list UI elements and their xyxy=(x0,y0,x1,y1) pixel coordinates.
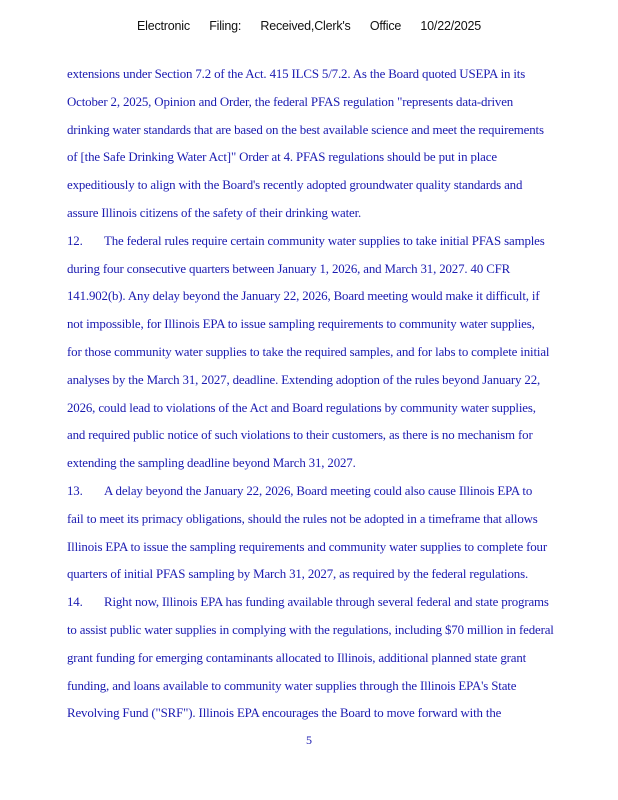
text-line xyxy=(67,175,599,203)
text-line xyxy=(67,453,599,481)
line-text: not impossible, for Illinois EPA to issue sampling requirements to community water supplies, xyxy=(67,317,535,332)
header-office: Office xyxy=(369,19,402,33)
text-line xyxy=(67,203,599,231)
text-line xyxy=(67,676,599,704)
line-text: and required public notice of such violations to their customers, as there is no mechanism for xyxy=(67,428,533,443)
page-number: 5 xyxy=(306,733,312,747)
line-text: during four consecutive quarters between January 1, 2026, and March 31, 2027. 40 CFR xyxy=(67,261,511,276)
paragraph-first-line xyxy=(67,481,599,509)
text-line xyxy=(67,620,599,648)
line-text: funding, and loans available to community water supplies through the Illinois EPA's State xyxy=(67,678,517,693)
header-date: 10/22/2025 xyxy=(420,19,481,33)
header-filing: Filing: xyxy=(209,19,242,33)
line-text: analyses by the March 31, 2027, deadline. Extending adoption of the rules beyond January 22, xyxy=(67,372,541,387)
line-text: of [the Safe Drinking Water Act]" Order at 4. PFAS regulations should be put in place xyxy=(67,150,497,165)
text-line xyxy=(67,147,599,175)
line-text: assure Illinois citizens of the safety of their drinking water. xyxy=(67,205,362,220)
line-text: quarters of initial PFAS sampling by March 31, 2027, as required by the federal regulations. xyxy=(67,567,529,582)
text-line xyxy=(67,509,599,537)
text-line xyxy=(67,92,599,120)
line-text: October 2, 2025, Opinion and Order, the federal PFAS regulation "represents data-driven xyxy=(67,94,514,109)
paragraph-first-line xyxy=(67,592,599,620)
line-text: Revolving Fund ("SRF"). Illinois EPA encourages the Board to move forward with the xyxy=(67,706,502,721)
text-line xyxy=(67,564,599,592)
line-text: grant funding for emerging contaminants allocated to Illinois, additional planned state grant xyxy=(67,650,527,665)
text-line xyxy=(67,120,599,148)
text-line xyxy=(67,398,599,426)
text-line xyxy=(67,259,599,287)
line-text: fail to meet its primacy obligations, should the rules not be adopted in a timeframe that allows xyxy=(67,511,538,526)
document-body xyxy=(67,64,599,731)
text-line xyxy=(67,648,599,676)
line-text: 2026, could lead to violations of the Act and Board regulations by community water supplies, xyxy=(67,400,536,415)
line-text: for those community water supplies to take the required samples, and for labs to complete initial xyxy=(67,344,550,359)
text-line xyxy=(67,537,599,565)
line-text: 141.902(b). Any delay beyond the January 22, 2026, Board meeting would make it difficult, if xyxy=(67,289,540,304)
paragraph-number: 13. xyxy=(67,483,83,498)
text-line xyxy=(67,314,599,342)
text-line xyxy=(67,370,599,398)
text-line xyxy=(67,703,599,731)
text-line xyxy=(67,342,599,370)
paragraph-number: 14. xyxy=(67,595,83,610)
line-text: A delay beyond the January 22, 2026, Board meeting could also cause Illinois EPA to xyxy=(104,483,533,498)
line-text: Right now, Illinois EPA has funding available through several federal and state programs xyxy=(104,595,549,610)
line-text: extending the sampling deadline beyond March 31, 2027. xyxy=(67,456,356,471)
text-line xyxy=(67,64,599,92)
filing-stamp-header xyxy=(0,19,618,33)
paragraph-first-line xyxy=(67,231,599,259)
header-received: Received,Clerk's xyxy=(260,19,351,33)
line-text: drinking water standards that are based on the best available science and meet the requirements xyxy=(67,122,544,137)
paragraph-number: 12. xyxy=(67,233,83,248)
line-text: to assist public water supplies in complying with the regulations, including $70 million in federal xyxy=(67,622,554,637)
line-text: expeditiously to align with the Board's recently adopted groundwater quality standards and xyxy=(67,178,523,193)
text-line xyxy=(67,286,599,314)
line-text: The federal rules require certain community water supplies to take initial PFAS samples xyxy=(104,233,545,248)
header-electronic: Electronic xyxy=(137,19,190,33)
line-text: Illinois EPA to issue the sampling requirements and community water supplies to complete four xyxy=(67,539,547,554)
line-text: extensions under Section 7.2 of the Act. 415 ILCS 5/7.2. As the Board quoted USEPA in its xyxy=(67,67,526,81)
text-line xyxy=(67,425,599,453)
